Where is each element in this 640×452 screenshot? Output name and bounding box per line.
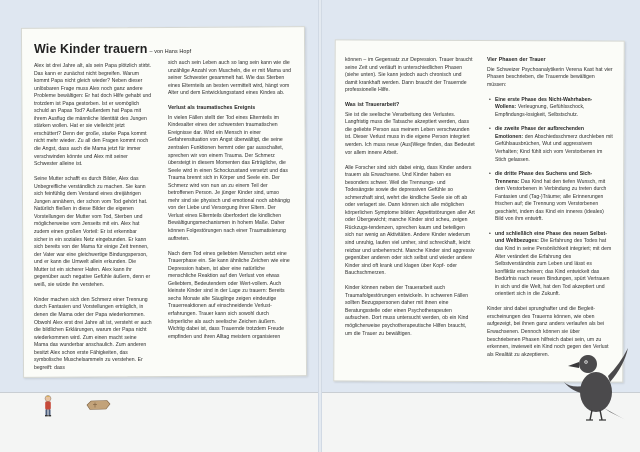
article-title xyxy=(34,42,191,56)
phase-text: Die Erfahrung des Todes hat das Kind in seine Persönlichkeit integriert; mit dem Alter verändert die Erfahrung des Selbstverständnis zum Leben und lässt es konfliktär erscheinen; das Kind entwickelt das Bedürfnis nach neuen Bindungen, spürt Vertrauen in sich und die Welt, hat den Tod akzeptiert und orientiert sich in die Zukunft. xyxy=(495,238,612,298)
paragraph: Seine Mutter schafft es durch Bilder, Alex das Unbegreifliche verständlich zu machen. Sie kann sich feinfühlig dem Verstand eines dreijährigen Jungen annähern, der schon vom Tod gehört hat. Natürlich fließen in diese Bilder die eigenen Vorstellungen der Mutter vom Tod, Sterben und möglicherweise vom Jenseits mit ein. Alex hat zudem einen großen Vorteil: Er ist erkennbar sicher in ein soziales Netz eingebunden. Er kann sich bereits von der Mama für einige Zeit trennen, der Vater war eine gleichwertige Bindungsperson, und er kann die Umwelt allein erkunden. Die Mutter ist ein sicherer Hafen. Alex kann ihr gegenüber auch negative Gefühle äußern, denn er weiß, sie würde ihn verstehen. xyxy=(34,176,151,288)
crow-illustration xyxy=(558,342,630,422)
page-gutter xyxy=(318,0,322,452)
child-figure-illustration xyxy=(42,395,54,417)
section-heading: Vier Phasen der Trauer xyxy=(487,57,546,63)
list-item xyxy=(495,171,613,224)
phase-text: den Abschiedsschmerz durchleben mit Gefühlsausbrüchen, Wut und aggressivem Verhalten; Kind fühlt sich vom Verstorbenen im Stich gelassen. xyxy=(495,133,613,163)
title-text: Wie Kinder trauern xyxy=(34,42,148,56)
coffin-illustration xyxy=(85,399,111,411)
phase-title: Eine erste Phase des Nicht-Wahrhaben-Wollens: xyxy=(495,96,593,111)
paragraph: Nach dem Tod eines geliebten Menschen setzt eine Trauerphase ein. Sie kann ähnliche Zeichen wie eine Depression haben, ist aber eine natürliche menschliche Reaktion auf den Verlust von etwas Geliebtem, Bedeutendem oder Wert-vollem. Auch kleinste Kinder sind in der Lage zu trauern: Bereits sechs Monate alte Säuglinge zeigen eindeutige Trauerreaktionen auf einschneidende Verlust-erfahrungen. Trauer kann sich sowohl durch körperliche als auch seelische Zeichen äußern. Wichtig dabei ist, dass Trauernde trotzdem Freude empfinden und ihren Alltag meistern organisieren xyxy=(168,250,290,340)
text-column-3 xyxy=(345,57,475,346)
paragraph: Sie ist die seelische Verarbeitung des Verlustes. Langfristig muss die Tatsache akzeptiert werden, dass die geliebte Person aus meinem Leben verschwunden ist. Dieser Verlust muss in die eigene Person integriert werden. Ich muss neue (Aus)Wege finden, das Bedeutet vor allem innere Arbeit. xyxy=(345,111,475,156)
section-heading: Verlust als traumatisches Ereignis xyxy=(168,105,256,112)
paragraph: Die Schweizer Psychoanalytikerin Verena Kast hat vier Phasen beschrieben, die Trauernde bewältigen müssen: xyxy=(487,66,613,88)
list-item xyxy=(495,231,613,299)
section-heading: Was ist Trauerarbeit? xyxy=(345,102,400,109)
phase-title: die dritte Phase des Suchens und Sich-Trennens: xyxy=(495,171,593,185)
list-item xyxy=(495,126,613,164)
paragraph: Alex ist drei Jahre alt, als sein Papa plötzlich stirbt. Das kann er zunächst nicht begreifen. Warum kommt Papa nicht gleich wieder? Neben dieser unlösbaren Frage muss Alex noch ganz andere Probleme bewältigen: Er hat doch Hilfe gehabt und trotzdem ist Papa gestorben. Ist er womöglich schuld an Papas Tod? Außerdem hat Papa mit ihrem Ausflug die männliche Identität des Jungen stärken wollen. Hat er sie vielleicht jetzt erschüttert? Denn der große, starke Papa kommt nicht mehr wieder. Zu all den Fragen kommt noch die Angst, dass auch die Mama jetzt für immer verschwinden könnte und Alex mit seiner Schwester alleine ist. xyxy=(34,63,152,168)
text-column-2 xyxy=(168,60,292,349)
paragraph: können – im Gegensatz zur Depression. Trauer braucht seine Zeit und verläuft in unterschiedlichen Phasen (siehe unten). Sie kann jedoch auch chronisch und damit krankhaft werden. Dann braucht der Trauernde professionelle Hilfe. xyxy=(345,57,473,94)
paragraph: In vielen Fällen stellt der Tod eines Elternteils im Kindesalter eines der schwersten traumatischen Ereignisse dar. Wird ein Mensch in einer Gefahrensituation von Angst überwältigt, die seine zentralen Funktionen hemmt oder gar ausschaltet, sprechen wir von einem Trauma. Der Schmerz übersteigt in diesem Momenten das Erträgliche, die Seele wird in einen Schockzustand versetzt und das Trauma brennt sich in Körper und Seele ein. Der Schmerz wird von nun an zu einem Teil der betroffenen Person. Je jünger Kinder sind, umso mehr sind sie physisch und emotional noch abhängig von der Liebe und Versorgung ihrer Eltern. Der Verlust eines Elternteils überfordert die kindlichen Bewältigungsmechanismen in hohem Maße. Daher können Folgestörungen nach einer Traumatisierung auftreten. xyxy=(168,114,290,242)
paragraph: Alle Forscher sind sich dabei einig, dass Kinder anders trauern als Erwachsene. Und Kinder haben es besonders schwer. Weil die Trennungs- und Todesängste sowie die depressiven Gefühle so schmerzhaft sind, wehrt die kindliche Seele sie oft ab oder verlagert sie. Dann können sich alle möglichen körperlichen Symptome bilden: Appetitstörungen aller Art oder Übergewicht; manche Kinder sind scheu, zeigen Rückzugs-tendenzen, sprechen kaum und beteiligen sich nur wenig an Aktivitäten. Andere Kinder wiederum sind unruhig, laufen viel umher, sind schreckhaft, leicht reizbar und unbeherrscht. Manche Kinder sind aggressiv gegenüber anderen oder sich selbst und wieder andere Kinder sind oft krank und klagen über Kopf- oder Bauchschmerzen. xyxy=(345,164,475,277)
paragraph: Kinder sind dabei sprunghafter und die Begleit-erscheinungen des Trauerns können, wie oben aufgezeigt, bei ihnen ganz anders verlaufen als bei Erwachsenen. Dennoch können sie über beschriebenen Phasen hilfreich dabei sein, um zu erkennen, inwieweit ein Kind noch gegen den Verlust als Realität zu akzeptieren. xyxy=(487,306,609,358)
text-column-4 xyxy=(487,57,613,367)
list-item xyxy=(495,97,613,120)
paragraph: Kinder können neben der Trauerarbeit auch Traumafolgestörungen entwickeln. In schweren Fällen sollten Bezugspersonen daher mit ihnen eine Beratungsstelle oder einen Psychotherapeuten aufsuchen. Dort muss untersucht werden, ob ein Kind möglicherweise psychotherapeutische Hilfen braucht, um die Trauer zu bewältigen. xyxy=(345,285,469,337)
phase-text: Das Kind hat den tiefen Wunsch, mit dem Verstorbenen in Verbindung zu treten durch Fantasien und (Tag-)Träume; alle Erinnerungen frischen auf; die Trennung vom Verstorbenen geschieht, indem das Kind ein inneres (ideales) Bild von ihm entwirft. xyxy=(495,178,607,223)
article-author: – von Hans Hopf xyxy=(149,49,192,55)
paragraph: Kinder machen sich den Schmerz einer Trennung durch Fantasien und Vorstellungen erträglich, in denen die Mama oder der Papa wiederkommen. Obwohl Alex erst drei Jahre alt ist, versteht er auch die bildlichen Erklärungen, warum der Papa nicht wiederkommen wird. Zum einen macht seine Mama das wunderbar anschaulich. Zum anderen besitzt Alex schon erste Fähigkeiten, das symbolische Muschelsammeln zu verstehen. Er begreift: dass xyxy=(34,296,152,371)
phase-title: die zweite Phase der aufbrechenden Emotionen: xyxy=(495,126,584,140)
phase-title: und schließlich eine Phase des neuen Selbst- und Weltbezuges: xyxy=(495,230,607,245)
phase-text: Verleugnung, Gefühlsschock, Empfindungs-losigkeit, Selbstschutz. xyxy=(495,104,585,118)
text-column-1 xyxy=(34,63,152,380)
phase-list xyxy=(487,97,613,299)
paragraph: sich auch sein Leben auch so lang sein kann wie die unzählige Anzahl von Muscheln, die er mit Mama und seiner Schwester gesammelt hat. Wie das Sterben eines Elternteils an besten vermittelt wird, hängt vom Alter und dem Entwicklungsstand eines Kindes ab. xyxy=(168,60,292,97)
